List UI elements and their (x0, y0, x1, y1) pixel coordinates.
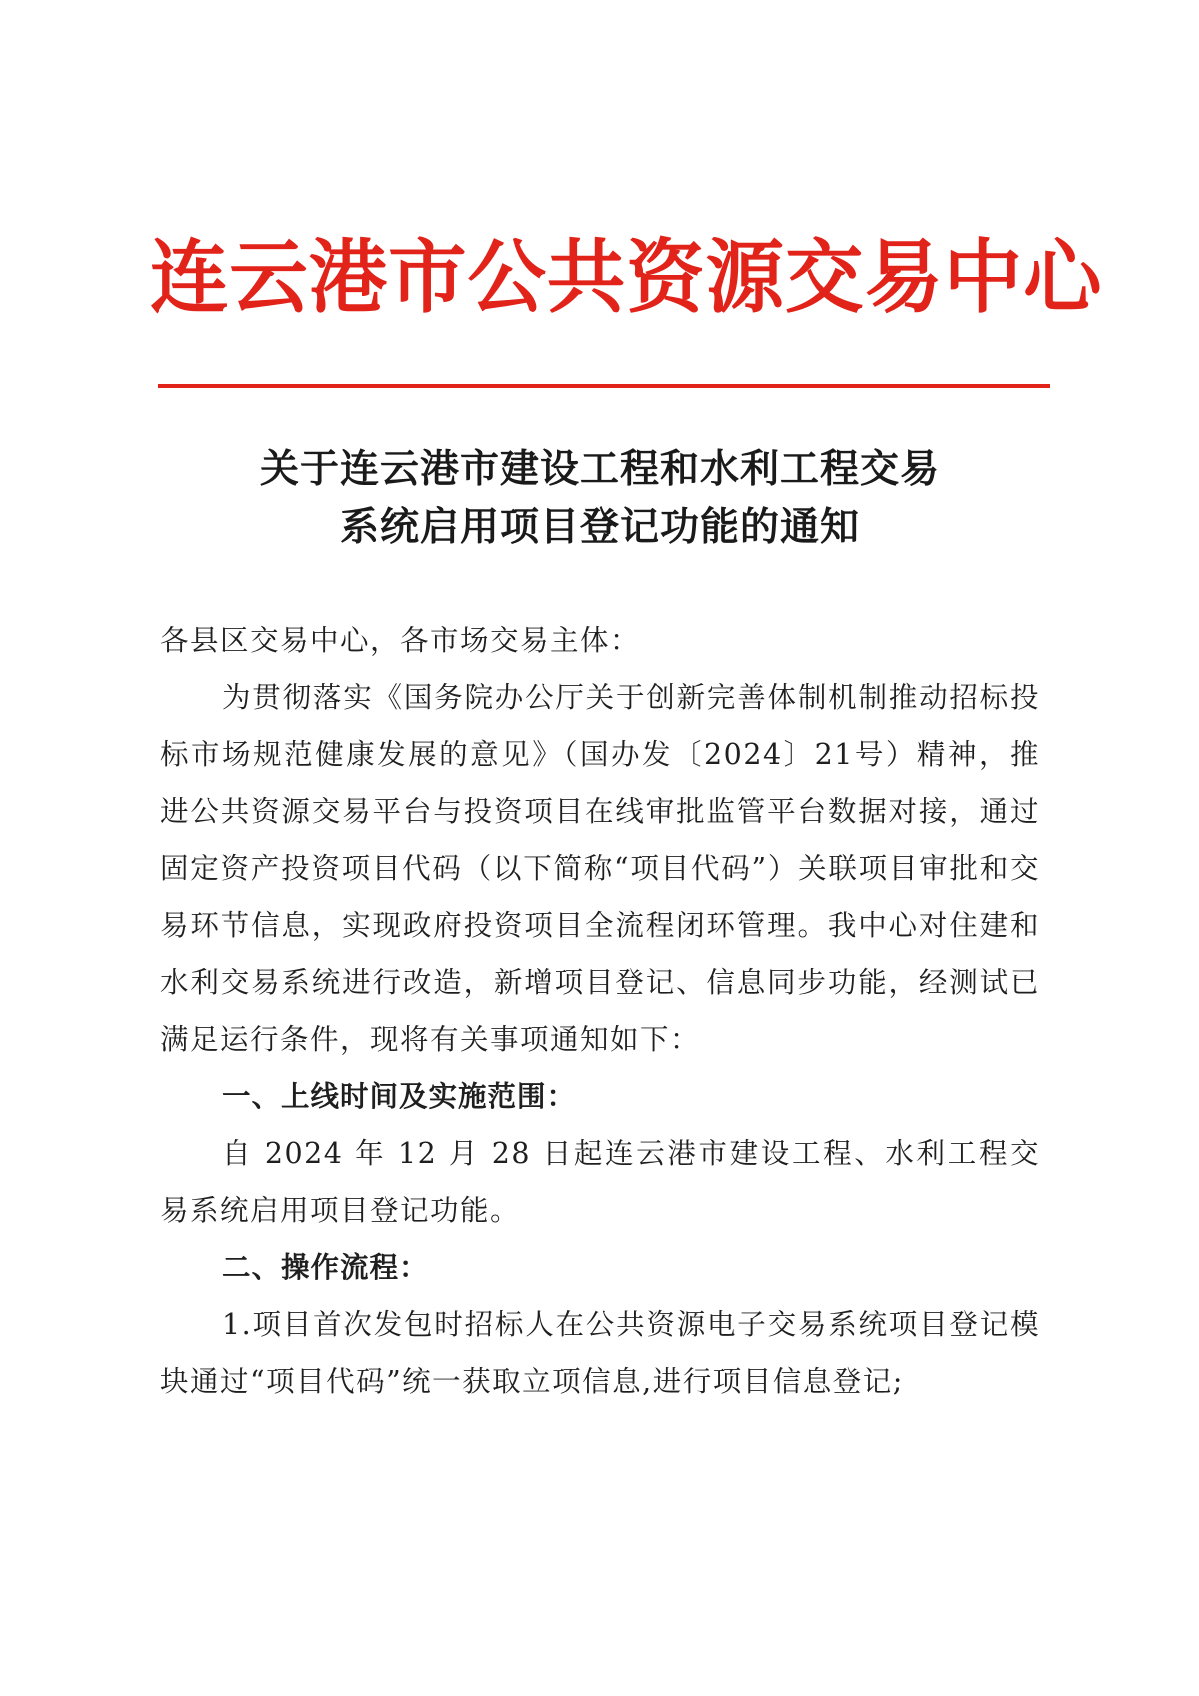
document-title (150, 440, 1050, 556)
document-title-line-1: 关于连云港市建设工程和水利工程交易 (259, 446, 940, 492)
document-body (160, 612, 1040, 1410)
section-1-heading: 一、上线时间及实施范围： (222, 1080, 577, 1113)
letterhead-issuer: 连云港市公共资源交易中心 (150, 230, 1103, 324)
document-title-line-2: 系统启用项目登记功能的通知 (339, 504, 860, 550)
letterhead-red-rule (158, 384, 1050, 388)
section-2-item-1: 1.项目首次发包时招标人在公共资源电子交易系统项目登记模块通过“项目代码”统一获取立项信息,进行项目信息登记; (160, 1308, 1040, 1398)
salutation: 各县区交易中心，各市场交易主体： (160, 624, 641, 657)
section-2-heading: 二、操作流程： (222, 1251, 429, 1284)
section-1-paragraph: 自 2024 年 12 月 28 日起连云港市建设工程、水利工程交易系统启用项目登记功能。 (160, 1137, 1040, 1227)
intro-paragraph: 为贯彻落实《国务院办公厅关于创新完善体制机制推动招标投标市场规范健康发展的意见》（国办发〔2024〕21号）精神，推进公共资源交易平台与投资项目在线审批监管平台数据对接，通过固定资产投资项目代码（以下简称“项目代码”）关联项目审批和交易环节信息，实现政府投资项目全流程闭环管理。我中心对住建和水利交易系统进行改造，新增项目登记、信息同步功能，经测试已满足运行条件，现将有关事项通知如下： (160, 681, 1040, 1056)
